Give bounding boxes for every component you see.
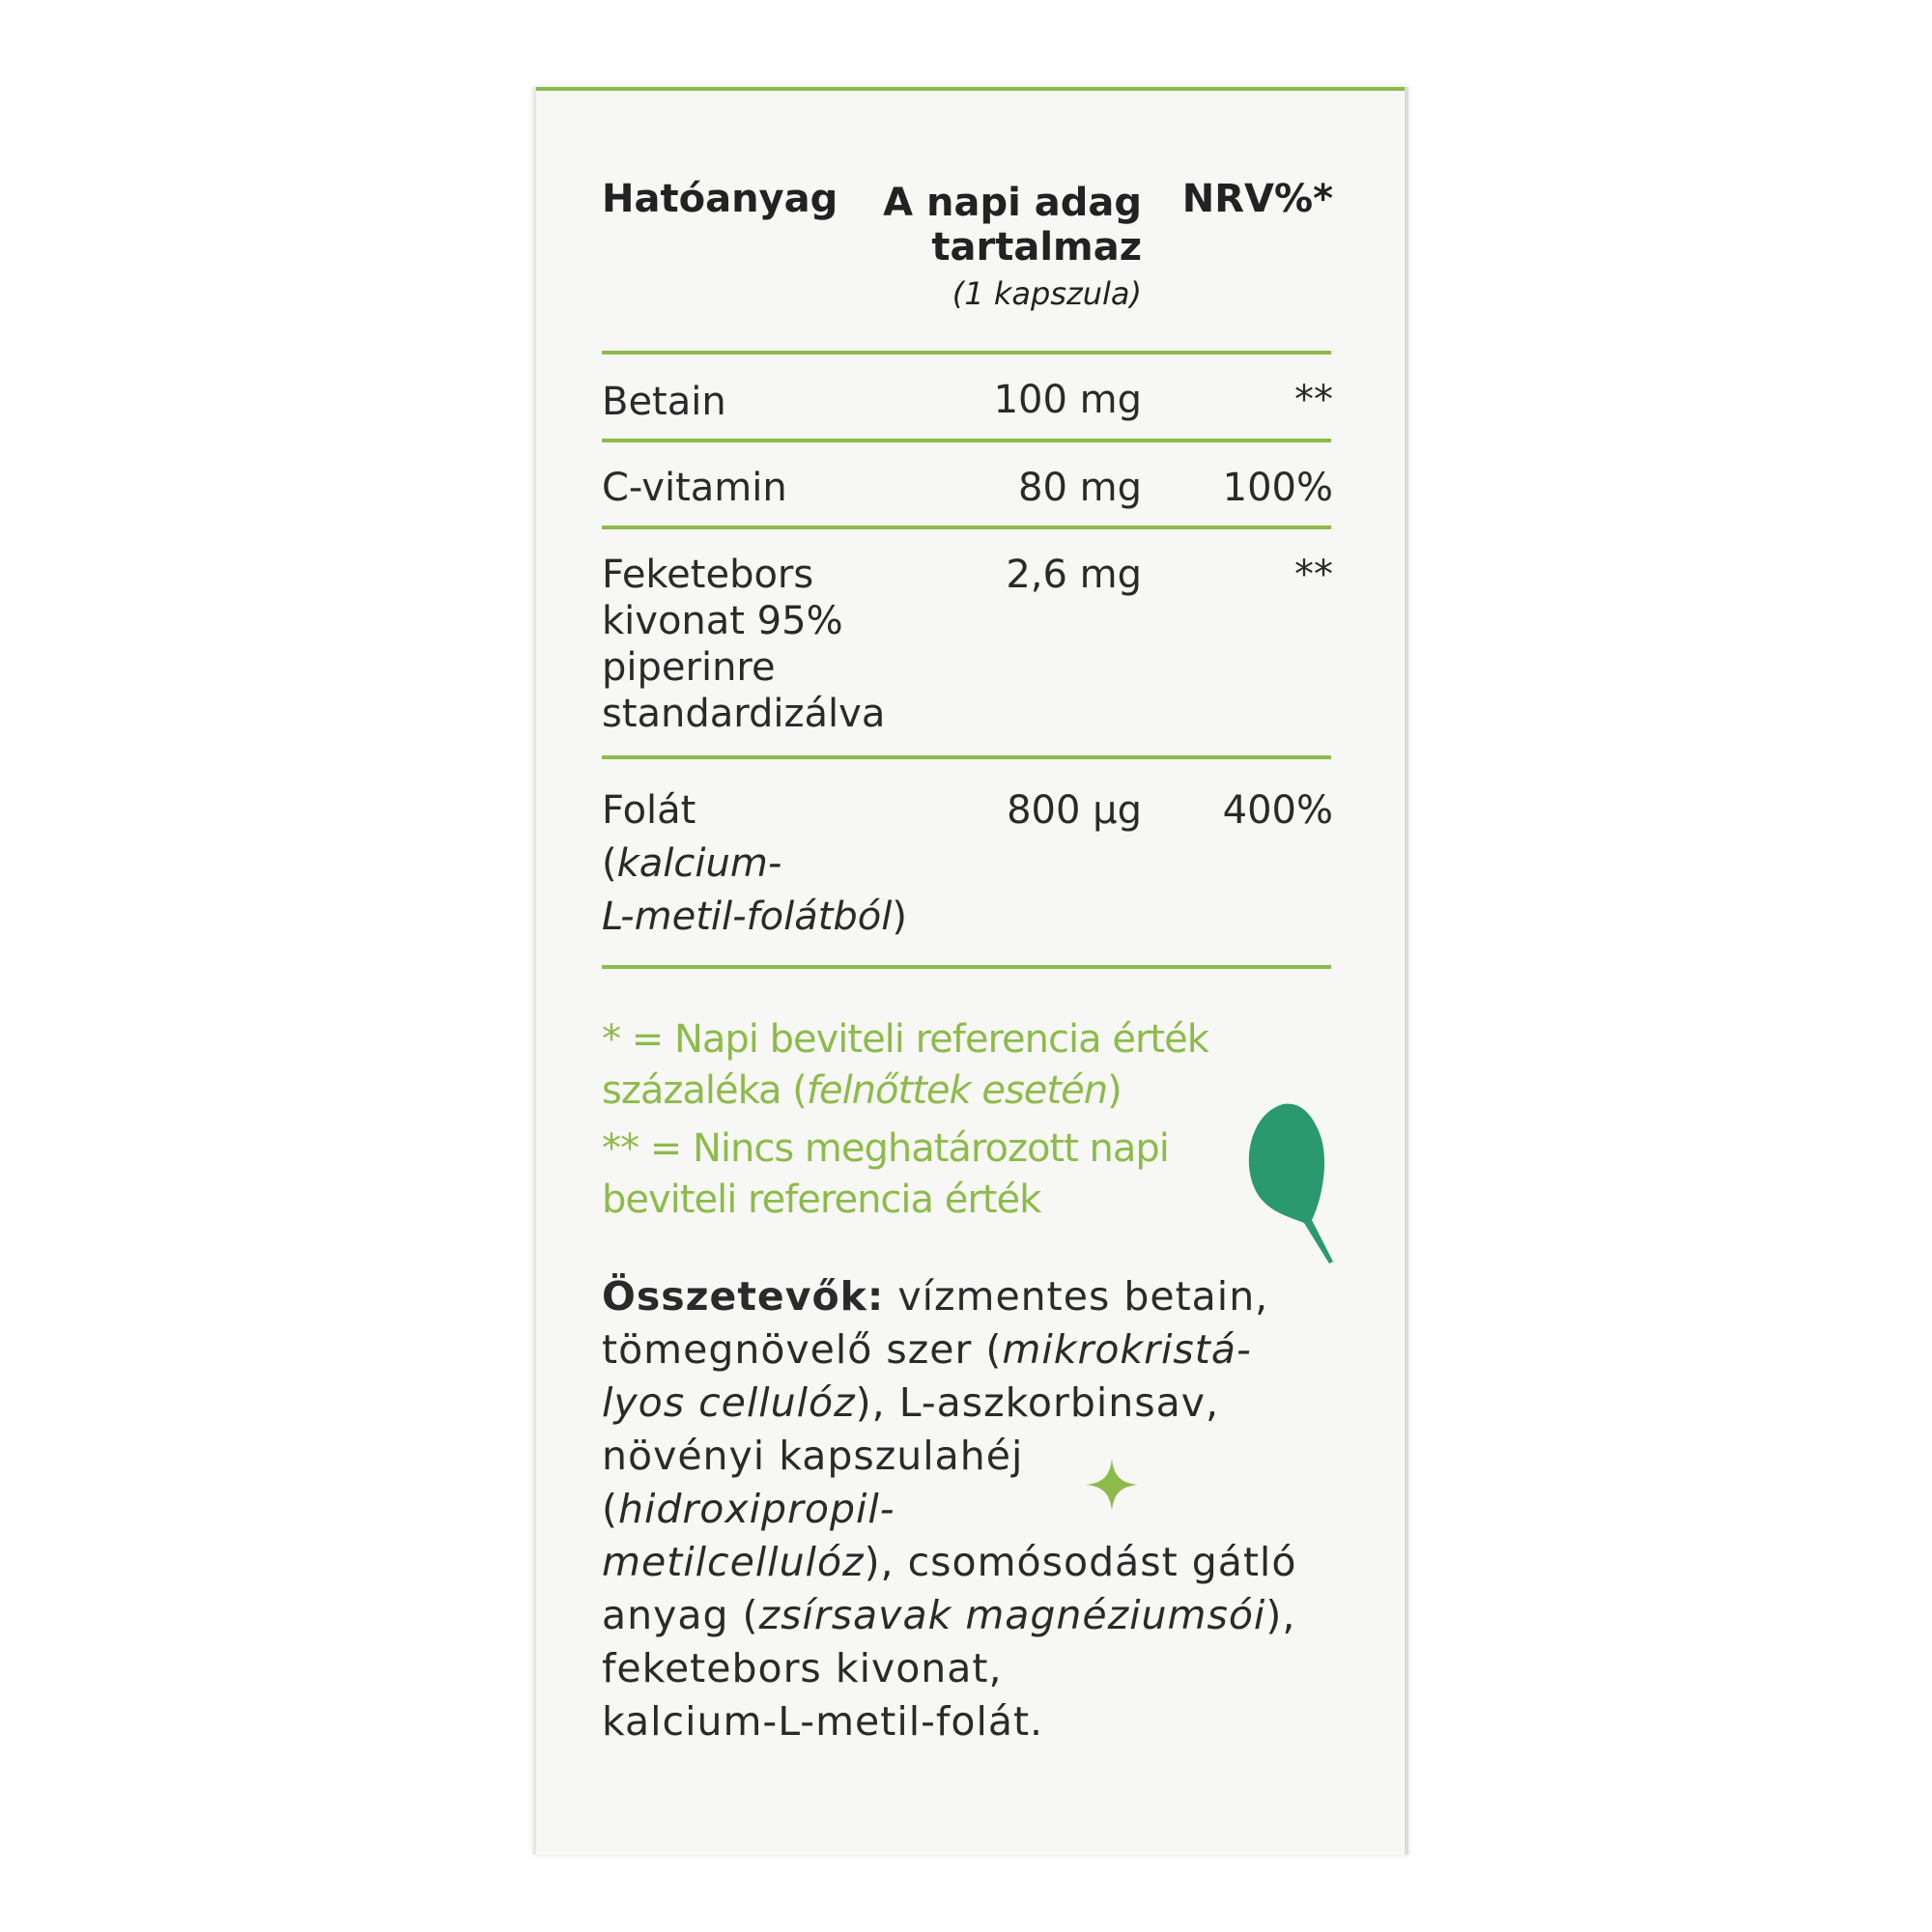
- ingredients-text: Összetevők: vízmentes betain, tömegnövelő szer (mikrokristá- lyos cellulóz), L-aszkorbinsav, növényi kapszulahéj (hidroxipropil- metilcellulóz), csomósodást gátló anyag (zsírsavak magnéziumsói), feketebors kivonat, kalcium-L-metil-folát.: [602, 1273, 1297, 1745]
- header-active-ingredient: Hatóanyag: [602, 177, 838, 221]
- row-black-pepper-amount: 2,6 mg: [1006, 553, 1142, 597]
- row-vitamin-c-amount: 80 mg: [1018, 466, 1142, 510]
- row-folate-amount: 800 µg: [1007, 788, 1142, 833]
- table-rule: [602, 755, 1331, 759]
- row-folate-name-line3: L-metil-folátból): [602, 895, 907, 939]
- table-rule: [602, 965, 1331, 969]
- row-black-pepper-nrv: **: [1294, 553, 1333, 597]
- row-betain-amount: 100 mg: [993, 378, 1142, 422]
- row-black-pepper-name-line1: Feketebors: [602, 553, 814, 597]
- row-black-pepper-name-line2: kivonat 95%: [602, 599, 843, 643]
- header-daily-dose-line2: tartalmaz: [931, 225, 1142, 270]
- row-black-pepper-name-line4: standardizálva: [602, 692, 886, 736]
- top-edge-stripe: [536, 87, 1405, 91]
- row-folate-name-line2: (kalcium-: [602, 841, 782, 886]
- row-vitamin-c-nrv: 100%: [1222, 466, 1333, 510]
- row-folate-nrv: 400%: [1222, 788, 1333, 833]
- leaf-icon: [1244, 1099, 1341, 1273]
- table-rule: [602, 439, 1331, 442]
- row-vitamin-c-name: C-vitamin: [602, 466, 787, 510]
- row-folate-name-line1: Folát: [602, 788, 696, 833]
- footnote-nrv: * = Napi beviteli referencia érték százaléka (felnőttek esetén): [602, 1017, 1208, 1113]
- header-daily-dose-line1: A napi adag: [883, 181, 1142, 225]
- row-black-pepper-name-line3: piperinre: [602, 645, 776, 690]
- header-daily-dose-sub: (1 kapszula): [952, 275, 1142, 312]
- ingredients-label: Összetevők:: [602, 1273, 885, 1320]
- table-rule: [602, 351, 1331, 355]
- row-betain-nrv: **: [1294, 378, 1333, 422]
- row-betain-name: Betain: [602, 380, 726, 424]
- footnote-no-nrv: ** = Nincs meghatározott napi beviteli referencia érték: [602, 1126, 1169, 1222]
- header-nrv: NRV%*: [1181, 177, 1333, 221]
- table-rule: [602, 526, 1331, 529]
